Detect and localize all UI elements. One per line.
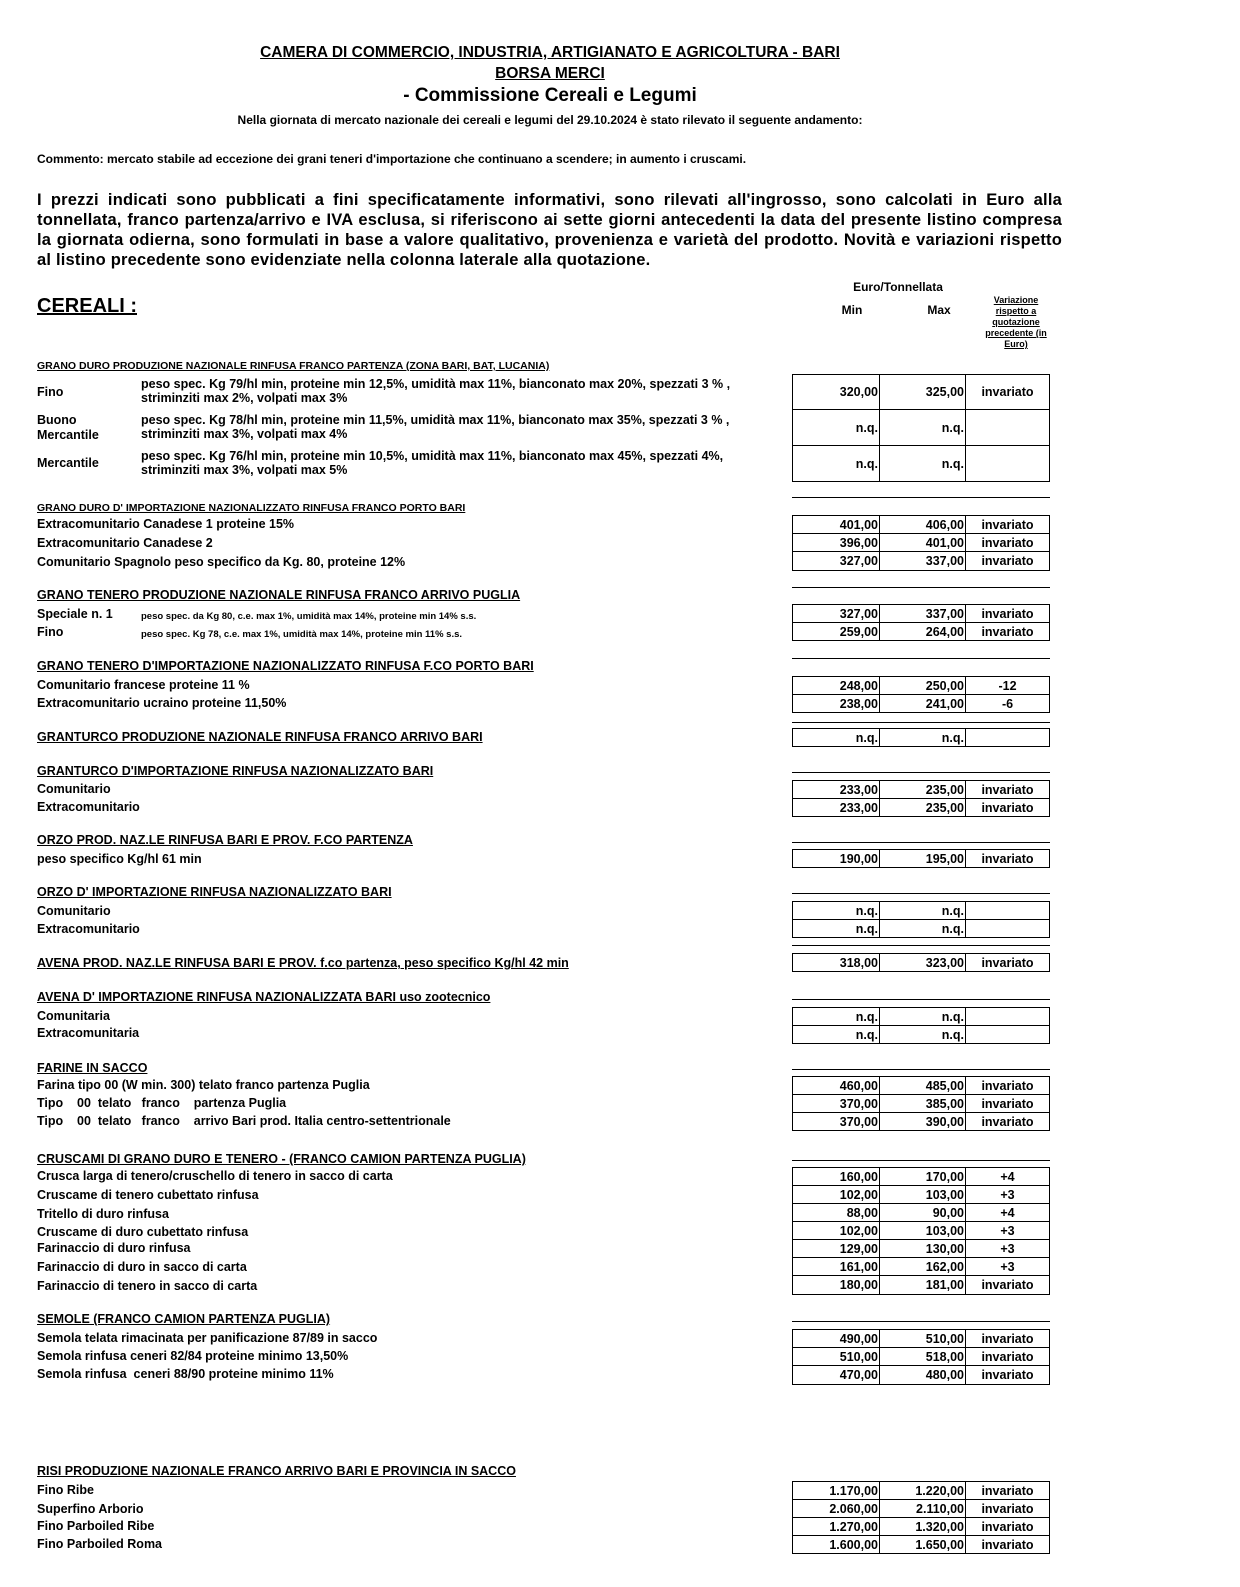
price-row bbox=[792, 1221, 1050, 1240]
price-min: n.q. bbox=[793, 446, 880, 481]
price-min: n.q. bbox=[793, 410, 880, 445]
price-max: n.q. bbox=[880, 920, 966, 937]
row-label: Extracomunitario bbox=[37, 922, 140, 936]
row-description: peso spec. Kg 79/hl min, proteine min 12,5%, umidità max 11%, bianconato max 20%, spezzati 3 % , bbox=[141, 377, 731, 391]
table-divider bbox=[792, 772, 1050, 773]
price-max: 264,00 bbox=[880, 623, 966, 640]
price-max: 2.110,00 bbox=[880, 1500, 966, 1517]
price-row bbox=[792, 1499, 1050, 1518]
table-divider bbox=[792, 1069, 1050, 1070]
section-title: GRANO DURO PRODUZIONE NAZIONALE RINFUSA FRANCO PARTENZA (ZONA BARI, BAT, LUCANIA) bbox=[37, 360, 550, 372]
row-label: Comunitaria bbox=[37, 1009, 110, 1023]
price-min: 1.170,00 bbox=[793, 1482, 880, 1499]
price-row bbox=[792, 1025, 1050, 1044]
row-description: peso spec. Kg 78/hl min, proteine min 11,5%, umidità max 11%, bianconato max 35%, spezzati 3 % , bbox=[141, 413, 730, 427]
price-variation: invariato bbox=[981, 1278, 1034, 1292]
price-max: 510,00 bbox=[880, 1330, 966, 1347]
price-max: n.q. bbox=[880, 410, 966, 445]
price-min: 490,00 bbox=[793, 1330, 880, 1347]
price-min: 470,00 bbox=[793, 1366, 880, 1384]
price-min: 88,00 bbox=[793, 1204, 880, 1221]
price-min: 396,00 bbox=[793, 534, 880, 551]
max-header: Max bbox=[927, 303, 951, 317]
price-row bbox=[792, 798, 1050, 817]
price-max: 485,00 bbox=[880, 1077, 966, 1094]
section-title: AVENA D' IMPORTAZIONE RINFUSA NAZIONALIZZATA BARI uso zootecnico bbox=[37, 990, 491, 1004]
row-label: Tipo 00 telato franco partenza Puglia bbox=[37, 1096, 287, 1110]
section-title: SEMOLE (FRANCO CAMION PARTENZA PUGLIA) bbox=[37, 1312, 331, 1326]
price-variation bbox=[966, 1008, 1049, 1025]
price-variation: invariato bbox=[981, 1096, 1034, 1111]
price-max: n.q. bbox=[880, 1008, 966, 1025]
section-title: GRANTURCO D'IMPORTAZIONE RINFUSA NAZIONALIZZATO BARI bbox=[37, 764, 434, 778]
price-max: 162,00 bbox=[880, 1258, 966, 1275]
price-row bbox=[792, 728, 1050, 747]
row-label: Extracomunitario Canadese 2 bbox=[37, 536, 213, 550]
price-max: 406,00 bbox=[880, 516, 966, 533]
price-max: 337,00 bbox=[880, 605, 966, 622]
row-label: Comunitario bbox=[37, 782, 111, 796]
market-comment: Commento: mercato stabile ad eccezione dei grani teneri d'importazione che continuano a scendere; in aumento i cruscami. bbox=[37, 152, 747, 166]
row-label: Semola rinfusa ceneri 88/90 proteine minimo 11% bbox=[37, 1367, 334, 1381]
row-label: Buono Mercantile bbox=[37, 413, 99, 442]
price-row bbox=[792, 1535, 1050, 1554]
price-max: n.q. bbox=[880, 1026, 966, 1043]
row-label: Mercantile bbox=[37, 456, 99, 470]
price-variation: -12 bbox=[998, 678, 1017, 693]
price-max: 241,00 bbox=[880, 695, 966, 712]
price-row bbox=[792, 676, 1050, 695]
price-max: 480,00 bbox=[880, 1366, 966, 1384]
price-max: 130,00 bbox=[880, 1240, 966, 1257]
price-row bbox=[792, 533, 1050, 552]
price-max: 337,00 bbox=[880, 552, 966, 570]
price-min: 370,00 bbox=[793, 1113, 880, 1130]
price-variation bbox=[966, 920, 1049, 937]
section-title: GRANO DURO D' IMPORTAZIONE NAZIONALIZZATO RINFUSA FRANCO PORTO BARI bbox=[37, 502, 466, 514]
price-max: 385,00 bbox=[880, 1095, 966, 1112]
variation-header: Variazione rispetto a quotazione precedente (in Euro) bbox=[985, 295, 1047, 349]
price-row bbox=[792, 1275, 1050, 1295]
price-min: 327,00 bbox=[793, 605, 880, 622]
price-variation: invariato bbox=[981, 1078, 1034, 1093]
price-row bbox=[792, 551, 1050, 571]
price-row bbox=[792, 1203, 1050, 1222]
row-description: peso spec. Kg 78, c.e. max 1%, umidità max 14%, proteine min 11% s.s. bbox=[141, 629, 463, 640]
price-notice: I prezzi indicati sono pubblicati a fini specificatamente informativi, sono rilevati all'ingrosso, sono calcolati in Euro alla tonnellata, franco partenza/arrivo e IVA esclusa, si riferiscono ai sette giorni antecedenti la data del presente listino compresa la giornata odierna, sono formulati in base a valore qualitativo, provenienza e varietà del prodotto. Novità e variazioni rispetto al listino precedente sono evidenziate nella colonna laterale alla quotazione. bbox=[37, 191, 1062, 269]
row-label: Speciale n. 1 bbox=[37, 607, 113, 621]
price-row bbox=[792, 1257, 1050, 1276]
table-divider bbox=[792, 587, 1050, 588]
price-row bbox=[792, 1007, 1050, 1026]
price-variation: -6 bbox=[1001, 696, 1014, 711]
price-row bbox=[792, 1365, 1050, 1385]
row-label: Farinaccio di tenero in sacco di carta bbox=[37, 1279, 258, 1293]
price-row bbox=[792, 409, 1050, 446]
price-variation bbox=[966, 410, 1049, 445]
row-label: Extracomunitario ucraino proteine 11,50% bbox=[37, 696, 287, 710]
section-title: RISI PRODUZIONE NAZIONALE FRANCO ARRIVO BARI E PROVINCIA IN SACCO bbox=[37, 1464, 516, 1478]
price-variation: +3 bbox=[1000, 1223, 1015, 1238]
price-row bbox=[792, 1517, 1050, 1536]
price-variation: +3 bbox=[1000, 1241, 1015, 1256]
row-label: Fino Ribe bbox=[37, 1483, 94, 1497]
table-divider bbox=[792, 722, 1050, 723]
row-label: Comunitario Spagnolo peso specifico da Kg. 80, proteine 12% bbox=[37, 555, 406, 569]
price-min: 180,00 bbox=[793, 1276, 880, 1294]
row-label: Tritello di duro rinfusa bbox=[37, 1207, 169, 1221]
table-divider bbox=[792, 893, 1050, 894]
price-variation: +3 bbox=[1000, 1259, 1015, 1274]
price-row bbox=[792, 1329, 1050, 1348]
row-label: Fino Parboiled Roma bbox=[37, 1537, 163, 1551]
section-title: GRANO TENERO D'IMPORTAZIONE NAZIONALIZZATO RINFUSA F.CO PORTO BARI bbox=[37, 659, 534, 673]
section-title: FARINE IN SACCO bbox=[37, 1061, 148, 1075]
price-min: n.q. bbox=[793, 920, 880, 937]
price-max: 518,00 bbox=[880, 1348, 966, 1365]
price-min: 233,00 bbox=[793, 781, 880, 798]
price-row bbox=[792, 445, 1050, 482]
section-title: AVENA PROD. NAZ.LE RINFUSA BARI E PROV. f.co partenza, peso specifico Kg/hl 42 min bbox=[37, 956, 569, 970]
row-label: Superfino Arborio bbox=[37, 1502, 144, 1516]
price-max: 390,00 bbox=[880, 1113, 966, 1130]
price-variation: +4 bbox=[1000, 1205, 1015, 1220]
row-description: striminziti max 3%, volpati max 4% bbox=[141, 427, 348, 441]
price-min: 327,00 bbox=[793, 552, 880, 570]
price-min: 259,00 bbox=[793, 623, 880, 640]
table-divider bbox=[792, 1160, 1050, 1161]
price-max: 1.650,00 bbox=[880, 1536, 966, 1553]
table-divider bbox=[792, 945, 1050, 946]
section-title: ORZO D' IMPORTAZIONE RINFUSA NAZIONALIZZATO BARI bbox=[37, 885, 392, 899]
price-variation: invariato bbox=[981, 1114, 1034, 1129]
price-variation: invariato bbox=[981, 554, 1034, 568]
row-label: Crusca larga di tenero/cruschello di tenero in sacco di carta bbox=[37, 1169, 393, 1183]
row-label: Cruscame di tenero cubettato rinfusa bbox=[37, 1188, 259, 1202]
price-max: 401,00 bbox=[880, 534, 966, 551]
table-divider bbox=[792, 497, 1050, 498]
price-min: n.q. bbox=[793, 902, 880, 919]
price-variation: invariato bbox=[981, 385, 1034, 399]
price-variation: invariato bbox=[981, 1501, 1034, 1516]
price-min: 190,00 bbox=[793, 850, 880, 867]
table-divider bbox=[792, 842, 1050, 843]
price-max: 323,00 bbox=[880, 954, 966, 971]
row-description: striminziti max 2%, volpati max 3% bbox=[141, 391, 348, 405]
price-min: 510,00 bbox=[793, 1348, 880, 1365]
price-min: 401,00 bbox=[793, 516, 880, 533]
price-min: 233,00 bbox=[793, 799, 880, 816]
row-label: Farinaccio di duro rinfusa bbox=[37, 1241, 191, 1255]
price-max: n.q. bbox=[880, 902, 966, 919]
table-divider bbox=[792, 999, 1050, 1000]
price-max: n.q. bbox=[880, 446, 966, 481]
price-variation bbox=[966, 729, 1049, 746]
price-min: 129,00 bbox=[793, 1240, 880, 1257]
price-max: 103,00 bbox=[880, 1186, 966, 1203]
price-min: 2.060,00 bbox=[793, 1500, 880, 1517]
row-description: striminziti max 3%, volpati max 5% bbox=[141, 463, 348, 477]
price-min: 1.600,00 bbox=[793, 1536, 880, 1553]
price-row bbox=[792, 1347, 1050, 1366]
price-max: 1.220,00 bbox=[880, 1482, 966, 1499]
price-max: n.q. bbox=[880, 729, 966, 746]
price-row bbox=[792, 1112, 1050, 1131]
price-max: 103,00 bbox=[880, 1222, 966, 1239]
price-min: n.q. bbox=[793, 1008, 880, 1025]
row-description: peso spec. da Kg 80, c.e. max 1%, umidità max 14%, proteine min 14% s.s. bbox=[141, 611, 477, 622]
row-label: Extracomunitaria bbox=[37, 1026, 140, 1040]
price-min: 238,00 bbox=[793, 695, 880, 712]
price-max: 195,00 bbox=[880, 850, 966, 867]
row-label: peso specifico Kg/hl 61 min bbox=[37, 852, 202, 866]
price-variation: invariato bbox=[981, 1537, 1034, 1552]
price-min: 370,00 bbox=[793, 1095, 880, 1112]
price-max: 235,00 bbox=[880, 781, 966, 798]
unit-header: Euro/Tonnellata bbox=[853, 280, 943, 294]
borsa-merci-title: BORSA MERCI bbox=[495, 65, 605, 82]
price-variation: invariato bbox=[981, 517, 1034, 532]
price-row bbox=[792, 849, 1050, 868]
price-variation: invariato bbox=[981, 800, 1034, 815]
price-variation: invariato bbox=[981, 782, 1034, 797]
row-label: Cruscame di duro cubettato rinfusa bbox=[37, 1225, 249, 1239]
price-variation bbox=[966, 446, 1049, 481]
row-label: Extracomunitario bbox=[37, 800, 140, 814]
price-variation: invariato bbox=[981, 955, 1034, 970]
price-min: n.q. bbox=[793, 1026, 880, 1043]
price-max: 1.320,00 bbox=[880, 1518, 966, 1535]
price-variation: invariato bbox=[981, 606, 1034, 621]
price-row bbox=[792, 780, 1050, 799]
price-min: 161,00 bbox=[793, 1258, 880, 1275]
price-row bbox=[792, 622, 1050, 641]
chamber-title: CAMERA DI COMMERCIO, INDUSTRIA, ARTIGIANATO E AGRICOLTURA - BARI bbox=[260, 44, 840, 61]
price-row bbox=[792, 1481, 1050, 1500]
price-row bbox=[792, 1185, 1050, 1204]
price-row bbox=[792, 694, 1050, 713]
row-label: Fino bbox=[37, 625, 64, 639]
price-variation: invariato bbox=[981, 1331, 1034, 1346]
row-label: Semola rinfusa ceneri 82/84 proteine minimo 13,50% bbox=[37, 1349, 349, 1363]
price-min: 248,00 bbox=[793, 677, 880, 694]
price-row bbox=[792, 1094, 1050, 1113]
price-row bbox=[792, 1239, 1050, 1258]
row-label: Fino bbox=[37, 385, 64, 399]
price-variation bbox=[966, 1026, 1049, 1043]
market-intro: Nella giornata di mercato nazionale dei cereali e legumi del 29.10.2024 è stato rilevato il seguente andamento: bbox=[237, 113, 863, 127]
section-title: GRANO TENERO PRODUZIONE NAZIONALE RINFUSA FRANCO ARRIVO PUGLIA bbox=[37, 588, 521, 602]
section-title: ORZO PROD. NAZ.LE RINFUSA BARI E PROV. F.CO PARTENZA bbox=[37, 833, 413, 847]
section-title: GRANTURCO PRODUZIONE NAZIONALE RINFUSA FRANCO ARRIVO BARI bbox=[37, 730, 483, 744]
price-variation: invariato bbox=[981, 1519, 1034, 1534]
price-variation: +4 bbox=[1000, 1169, 1015, 1184]
price-row bbox=[792, 1167, 1050, 1186]
price-variation: invariato bbox=[981, 851, 1034, 866]
min-header: Min bbox=[841, 303, 863, 317]
price-variation: invariato bbox=[981, 535, 1034, 550]
price-variation bbox=[966, 902, 1049, 919]
table-divider bbox=[792, 1321, 1050, 1322]
price-min: n.q. bbox=[793, 729, 880, 746]
price-min: 320,00 bbox=[793, 375, 880, 409]
price-variation: invariato bbox=[981, 624, 1034, 639]
row-label: Comunitario bbox=[37, 904, 111, 918]
row-label: Extracomunitario Canadese 1 proteine 15% bbox=[37, 517, 295, 531]
row-description: peso spec. Kg 76/hl min, proteine min 10,5%, umidità max 11%, bianconato max 45%, spezzati 4%, bbox=[141, 449, 724, 463]
price-row bbox=[792, 901, 1050, 920]
row-label: Farinaccio di duro in sacco di carta bbox=[37, 1260, 247, 1274]
price-variation: +3 bbox=[1000, 1187, 1015, 1202]
row-label: Comunitario francese proteine 11 % bbox=[37, 678, 250, 692]
price-variation: invariato bbox=[981, 1368, 1034, 1382]
row-label: Farina tipo 00 (W min. 300) telato franco partenza Puglia bbox=[37, 1078, 370, 1092]
price-row bbox=[792, 919, 1050, 938]
price-max: 235,00 bbox=[880, 799, 966, 816]
price-min: 102,00 bbox=[793, 1186, 880, 1203]
price-row bbox=[792, 1076, 1050, 1095]
price-max: 90,00 bbox=[880, 1204, 966, 1221]
price-max: 250,00 bbox=[880, 677, 966, 694]
price-variation: invariato bbox=[981, 1349, 1034, 1364]
price-min: 102,00 bbox=[793, 1222, 880, 1239]
price-row bbox=[792, 953, 1050, 972]
section-title: CRUSCAMI DI GRANO DURO E TENERO - (FRANCO CAMION PARTENZA PUGLIA) bbox=[37, 1152, 526, 1166]
price-row bbox=[792, 374, 1050, 410]
row-label: Fino Parboiled Ribe bbox=[37, 1519, 155, 1533]
table-divider bbox=[792, 658, 1050, 659]
price-row bbox=[792, 515, 1050, 534]
price-variation: invariato bbox=[981, 1483, 1034, 1498]
commission-title: - Commissione Cereali e Legumi bbox=[403, 85, 697, 106]
price-min: 1.270,00 bbox=[793, 1518, 880, 1535]
price-max: 325,00 bbox=[880, 375, 966, 409]
price-min: 160,00 bbox=[793, 1168, 880, 1185]
row-label: Semola telata rimacinata per panificazione 87/89 in sacco bbox=[37, 1331, 378, 1345]
price-min: 460,00 bbox=[793, 1077, 880, 1094]
price-row bbox=[792, 604, 1050, 623]
cereali-heading: CEREALI : bbox=[37, 295, 137, 317]
price-max: 181,00 bbox=[880, 1276, 966, 1294]
price-min: 318,00 bbox=[793, 954, 880, 971]
price-max: 170,00 bbox=[880, 1168, 966, 1185]
row-label: Tipo 00 telato franco arrivo Bari prod. Italia centro-settentrionale bbox=[37, 1114, 451, 1128]
